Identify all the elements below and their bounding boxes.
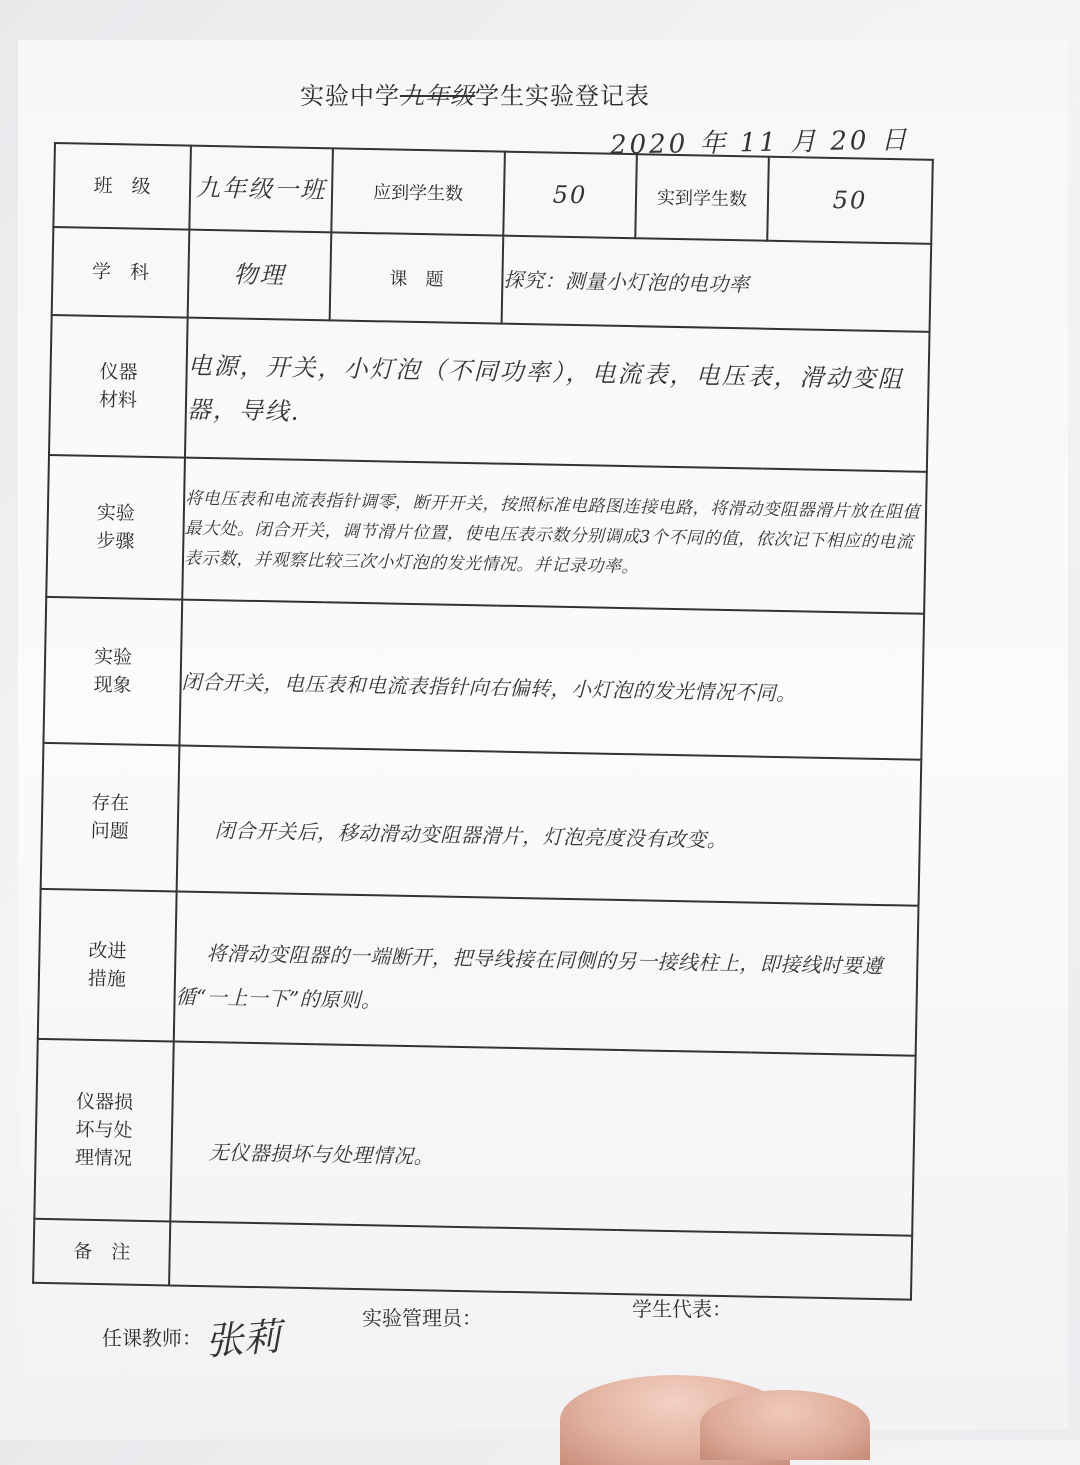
class-label: 班 级 [53, 143, 191, 230]
damage-cell [170, 1041, 915, 1235]
instruments-label: 仪器 材料 [49, 315, 188, 458]
steps-label: 实验 步骤 [46, 455, 185, 600]
phenomenon-label: 实验 现象 [43, 597, 182, 746]
subject-value: 物理 [233, 260, 286, 290]
form-date: 2020 年 11 月 20 日 [609, 125, 910, 161]
problems-cell [177, 746, 922, 906]
topic-value: 探究：测量小灯泡的电功率 [503, 267, 750, 296]
topic-label: 课 题 [330, 232, 504, 323]
phenomenon-cell [179, 600, 924, 760]
row-phenomenon [43, 597, 924, 760]
steps-value: 将电压表和电流表指针调零，断开开关，按照标准电路图连接电路，将滑动变阻器滑片放在阻值最大处。闭合开关，调节滑片位置，使电压表示数分别调成3个不同的值，依次记下相应的电流表示数，并观察比较三次小灯泡的发光情况。并记录功率。 [183, 488, 921, 578]
improvements-cell [174, 891, 919, 1055]
problems-label: 存在 问题 [41, 743, 180, 892]
actual-label: 实到学生数 [635, 154, 769, 241]
row-damage [34, 1039, 915, 1236]
subject-cell [188, 230, 332, 321]
thumb-finger-2 [700, 1390, 870, 1460]
class-cell [189, 146, 333, 233]
actual-value: 50 [832, 185, 868, 215]
damage-value: 无仪器损坏与处理情况。 [208, 1139, 435, 1168]
expected-value: 50 [552, 180, 588, 210]
expected-label: 应到学生数 [331, 148, 505, 235]
steps-cell [182, 458, 927, 614]
row-subject [52, 227, 932, 332]
actual-cell [767, 157, 933, 244]
row-problems [41, 743, 922, 906]
admin-label: 实验管理员： [362, 1306, 482, 1330]
row-steps [46, 455, 927, 614]
title-grade-handwritten: 九年级 [400, 82, 475, 110]
improvements-label: 改进 措施 [38, 889, 177, 1042]
remarks-label: 备 注 [33, 1219, 170, 1286]
topic-cell [502, 236, 932, 332]
instruments-cell [185, 318, 930, 472]
student-rep-label: 学生代表： [632, 1297, 732, 1321]
damage-label: 仪器损 坏与处 理情况 [34, 1039, 173, 1222]
class-value: 九年级一班 [195, 173, 327, 205]
phenomenon-value: 闭合开关，电压表和电流表指针向右偏转，小灯泡的发光情况不同。 [181, 669, 797, 706]
title-suffix: 学生实验登记表 [475, 82, 650, 110]
teacher-label: 任课教师： [102, 1326, 202, 1350]
form-title [300, 76, 800, 111]
row-improvements [38, 889, 919, 1056]
row-instruments [49, 315, 930, 472]
improvements-value: 将滑动变阻器的一端断开，把导线接在同侧的另一接线柱上，即接线时要遵循“一上一下”的原则。 [175, 941, 884, 1013]
remarks-value [169, 1221, 912, 1299]
subject-label: 学 科 [52, 227, 190, 318]
teacher-signature: 张莉 [203, 1314, 283, 1364]
problems-value: 闭合开关后，移动滑动变阻器滑片，灯泡亮度没有改变。 [214, 817, 728, 852]
instruments-value: 电源，开关，小灯泡（不同功率），电流表，电压表，滑动变阻器，导线. [186, 351, 904, 426]
title-prefix: 实验中学 [300, 82, 400, 110]
registration-form [32, 142, 934, 1299]
expected-cell [503, 152, 637, 239]
